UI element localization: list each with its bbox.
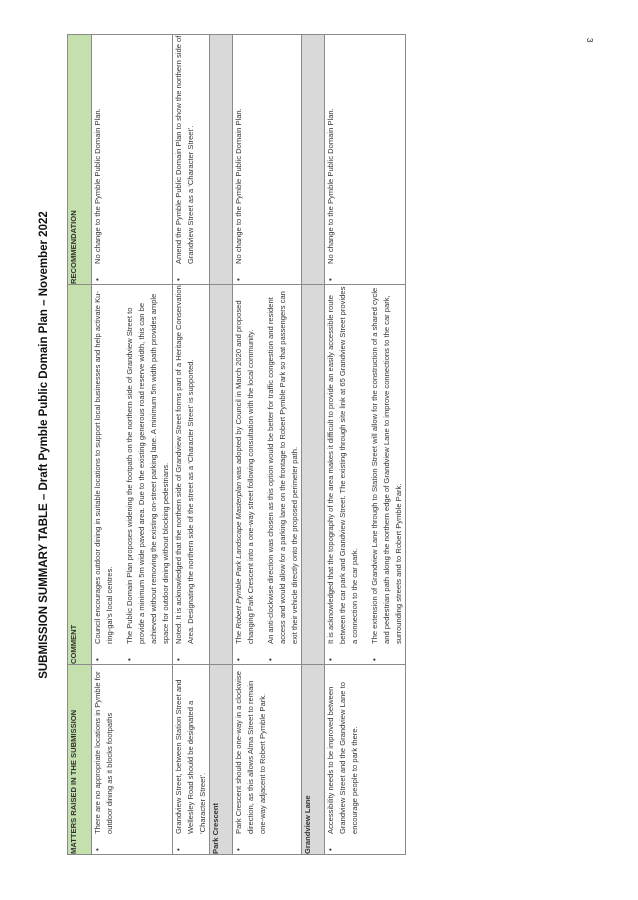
table-row bbox=[233, 35, 302, 855]
section-filler bbox=[302, 35, 325, 285]
bullet-icon: • bbox=[174, 848, 183, 851]
section-row bbox=[302, 35, 325, 855]
header-matters: MATTERS RAISED IN THE SUBMISSION bbox=[68, 665, 92, 855]
list-item bbox=[265, 285, 301, 661]
comment-text: It is acknowledged that the topography of the area makes it difficult to provide an easily accessible route between the car park and Grandview Street. The existing through site link at 65 Grandview Street provides a connection to the car park. bbox=[326, 286, 359, 644]
matter-cell bbox=[325, 665, 406, 855]
matter-cell bbox=[173, 665, 210, 855]
header-comment: COMMENT bbox=[68, 285, 92, 665]
bullet-icon: • bbox=[266, 658, 275, 661]
matter-cell bbox=[233, 665, 302, 855]
bullet-icon: • bbox=[326, 278, 335, 281]
matter-text: There are no appropriate locations in Pymble for outdoor dining as it blocks footpaths bbox=[93, 671, 114, 834]
comment-lead-after: was adopted by Council in March 2020 and proposed changing Park Crescent into a one-way street following consultation with the local community. bbox=[234, 300, 255, 644]
comment-cell bbox=[173, 285, 210, 665]
comment-cell bbox=[325, 285, 406, 665]
bullet-icon: • bbox=[93, 848, 102, 851]
bullet-icon: • bbox=[326, 848, 335, 851]
list-item bbox=[173, 665, 209, 851]
list-item bbox=[233, 665, 269, 851]
matter-text: Park Crescent should be one-way in a clockwise direction, as this allows Alma Street to remain one-way adjacent to Robert Pymble Park. bbox=[234, 671, 267, 834]
list-item bbox=[173, 35, 197, 281]
list-item bbox=[369, 285, 405, 661]
matter-text: Accessibility needs to be improved between Grandview Street and the Grandview Lane to encourage people to park there. bbox=[326, 682, 359, 834]
section-heading-grandview-lane: Grandview Lane bbox=[302, 665, 325, 855]
table-row bbox=[92, 35, 173, 855]
recommendation-cell bbox=[325, 35, 406, 285]
comment-cell bbox=[233, 285, 302, 665]
bullet-icon: • bbox=[234, 658, 243, 661]
comment-lead-before: The bbox=[234, 628, 243, 644]
section-filler bbox=[210, 35, 233, 285]
bullet-icon: • bbox=[174, 658, 183, 661]
bullet-icon: • bbox=[234, 278, 243, 281]
list-item bbox=[92, 35, 104, 281]
list-item bbox=[325, 285, 361, 661]
matter-cell bbox=[92, 665, 173, 855]
list-item bbox=[124, 285, 172, 661]
comment-text: The extension of Grandview Lane through to Station Street will allow for the construction of a shared cycle and pedestrian path along the northern edge of Grandview Lane to improve connections to the car park, surrounding streets and to Robert Pymble Park. bbox=[370, 287, 403, 644]
list-item bbox=[92, 285, 116, 661]
bullet-icon: • bbox=[125, 658, 134, 661]
list-item bbox=[92, 665, 116, 851]
recommendation-text: No change to the Pymble Public Domain Plan. bbox=[326, 108, 335, 264]
comment-text: An anti-clockwise direction was chosen as this option would be better for traffic congestion and resident access and would allow for a parking lane on the frontage to Robert Pymble Park so that passengers can exit their vehicle directly onto the proposed perimeter path. bbox=[266, 291, 299, 644]
table-row bbox=[173, 35, 210, 855]
matter-text: Grandview Street, between Station Street and Wellesley Road should be designated a ‘Character Street’. bbox=[174, 679, 207, 834]
bullet-icon: • bbox=[174, 278, 183, 281]
bullet-icon: • bbox=[234, 848, 243, 851]
list-item bbox=[325, 35, 337, 281]
recommendation-cell bbox=[173, 35, 210, 285]
bullet-icon: • bbox=[93, 658, 102, 661]
recommendation-cell bbox=[233, 35, 302, 285]
list-item bbox=[233, 35, 245, 281]
comment-cell bbox=[92, 285, 173, 665]
recommendation-text: Amend the Pymble Public Domain Plan to show the northern side of Grandview Street as a ‘Character Street’. bbox=[174, 35, 195, 264]
bullet-icon: • bbox=[93, 278, 102, 281]
comment-text: Noted. It is acknowledged that the northern side of Grandview Street forms part of a Heritage Conservation Area. Designating the northern side of the street as a ‘Character Street’ is supported. bbox=[174, 285, 195, 644]
submission-summary-table bbox=[67, 34, 406, 855]
bullet-icon: • bbox=[326, 658, 335, 661]
rotated-page-content bbox=[31, 35, 611, 855]
bullet-icon: • bbox=[370, 658, 379, 661]
list-item bbox=[325, 665, 361, 851]
masterplan-title: Robert Pymble Park Landscape Masterplan bbox=[234, 481, 243, 629]
header-recommendation: RECOMMENDATION bbox=[68, 35, 92, 285]
list-item bbox=[233, 285, 257, 661]
recommendation-text: No change to the Pymble Public Domain Plan. bbox=[234, 108, 243, 264]
recommendation-text: No change to the Pymble Public Domain Plan. bbox=[93, 108, 102, 264]
page-number: 3 bbox=[585, 38, 594, 43]
section-filler bbox=[302, 285, 325, 665]
comment-text: The Public Domain Plan proposes widening the footpath on the northern side of Grandview Street to provide a minimum 5m wide paved area. Due to the existing generous road reserve width, this can be achieved without removing the existing on-street parking lane. A minimum 5m width path provides ample space for outdoor dining without blocking pedestrians. bbox=[125, 293, 170, 644]
recommendation-cell bbox=[92, 35, 173, 285]
table-header-row bbox=[68, 35, 92, 855]
comment-text: Council encourages outdoor dining in suitable locations to support local businesses and help activate Ku-ring-gai’s local centres. bbox=[93, 291, 114, 644]
table-row bbox=[325, 35, 406, 855]
section-heading-park-crescent: Park Crescent bbox=[210, 665, 233, 855]
document-title: SUBMISSION SUMMARY TABLE – Draft Pymble Public Domain Plan – November 2022 bbox=[38, 211, 50, 679]
section-row bbox=[210, 35, 233, 855]
list-item bbox=[173, 285, 197, 661]
section-filler bbox=[210, 285, 233, 665]
